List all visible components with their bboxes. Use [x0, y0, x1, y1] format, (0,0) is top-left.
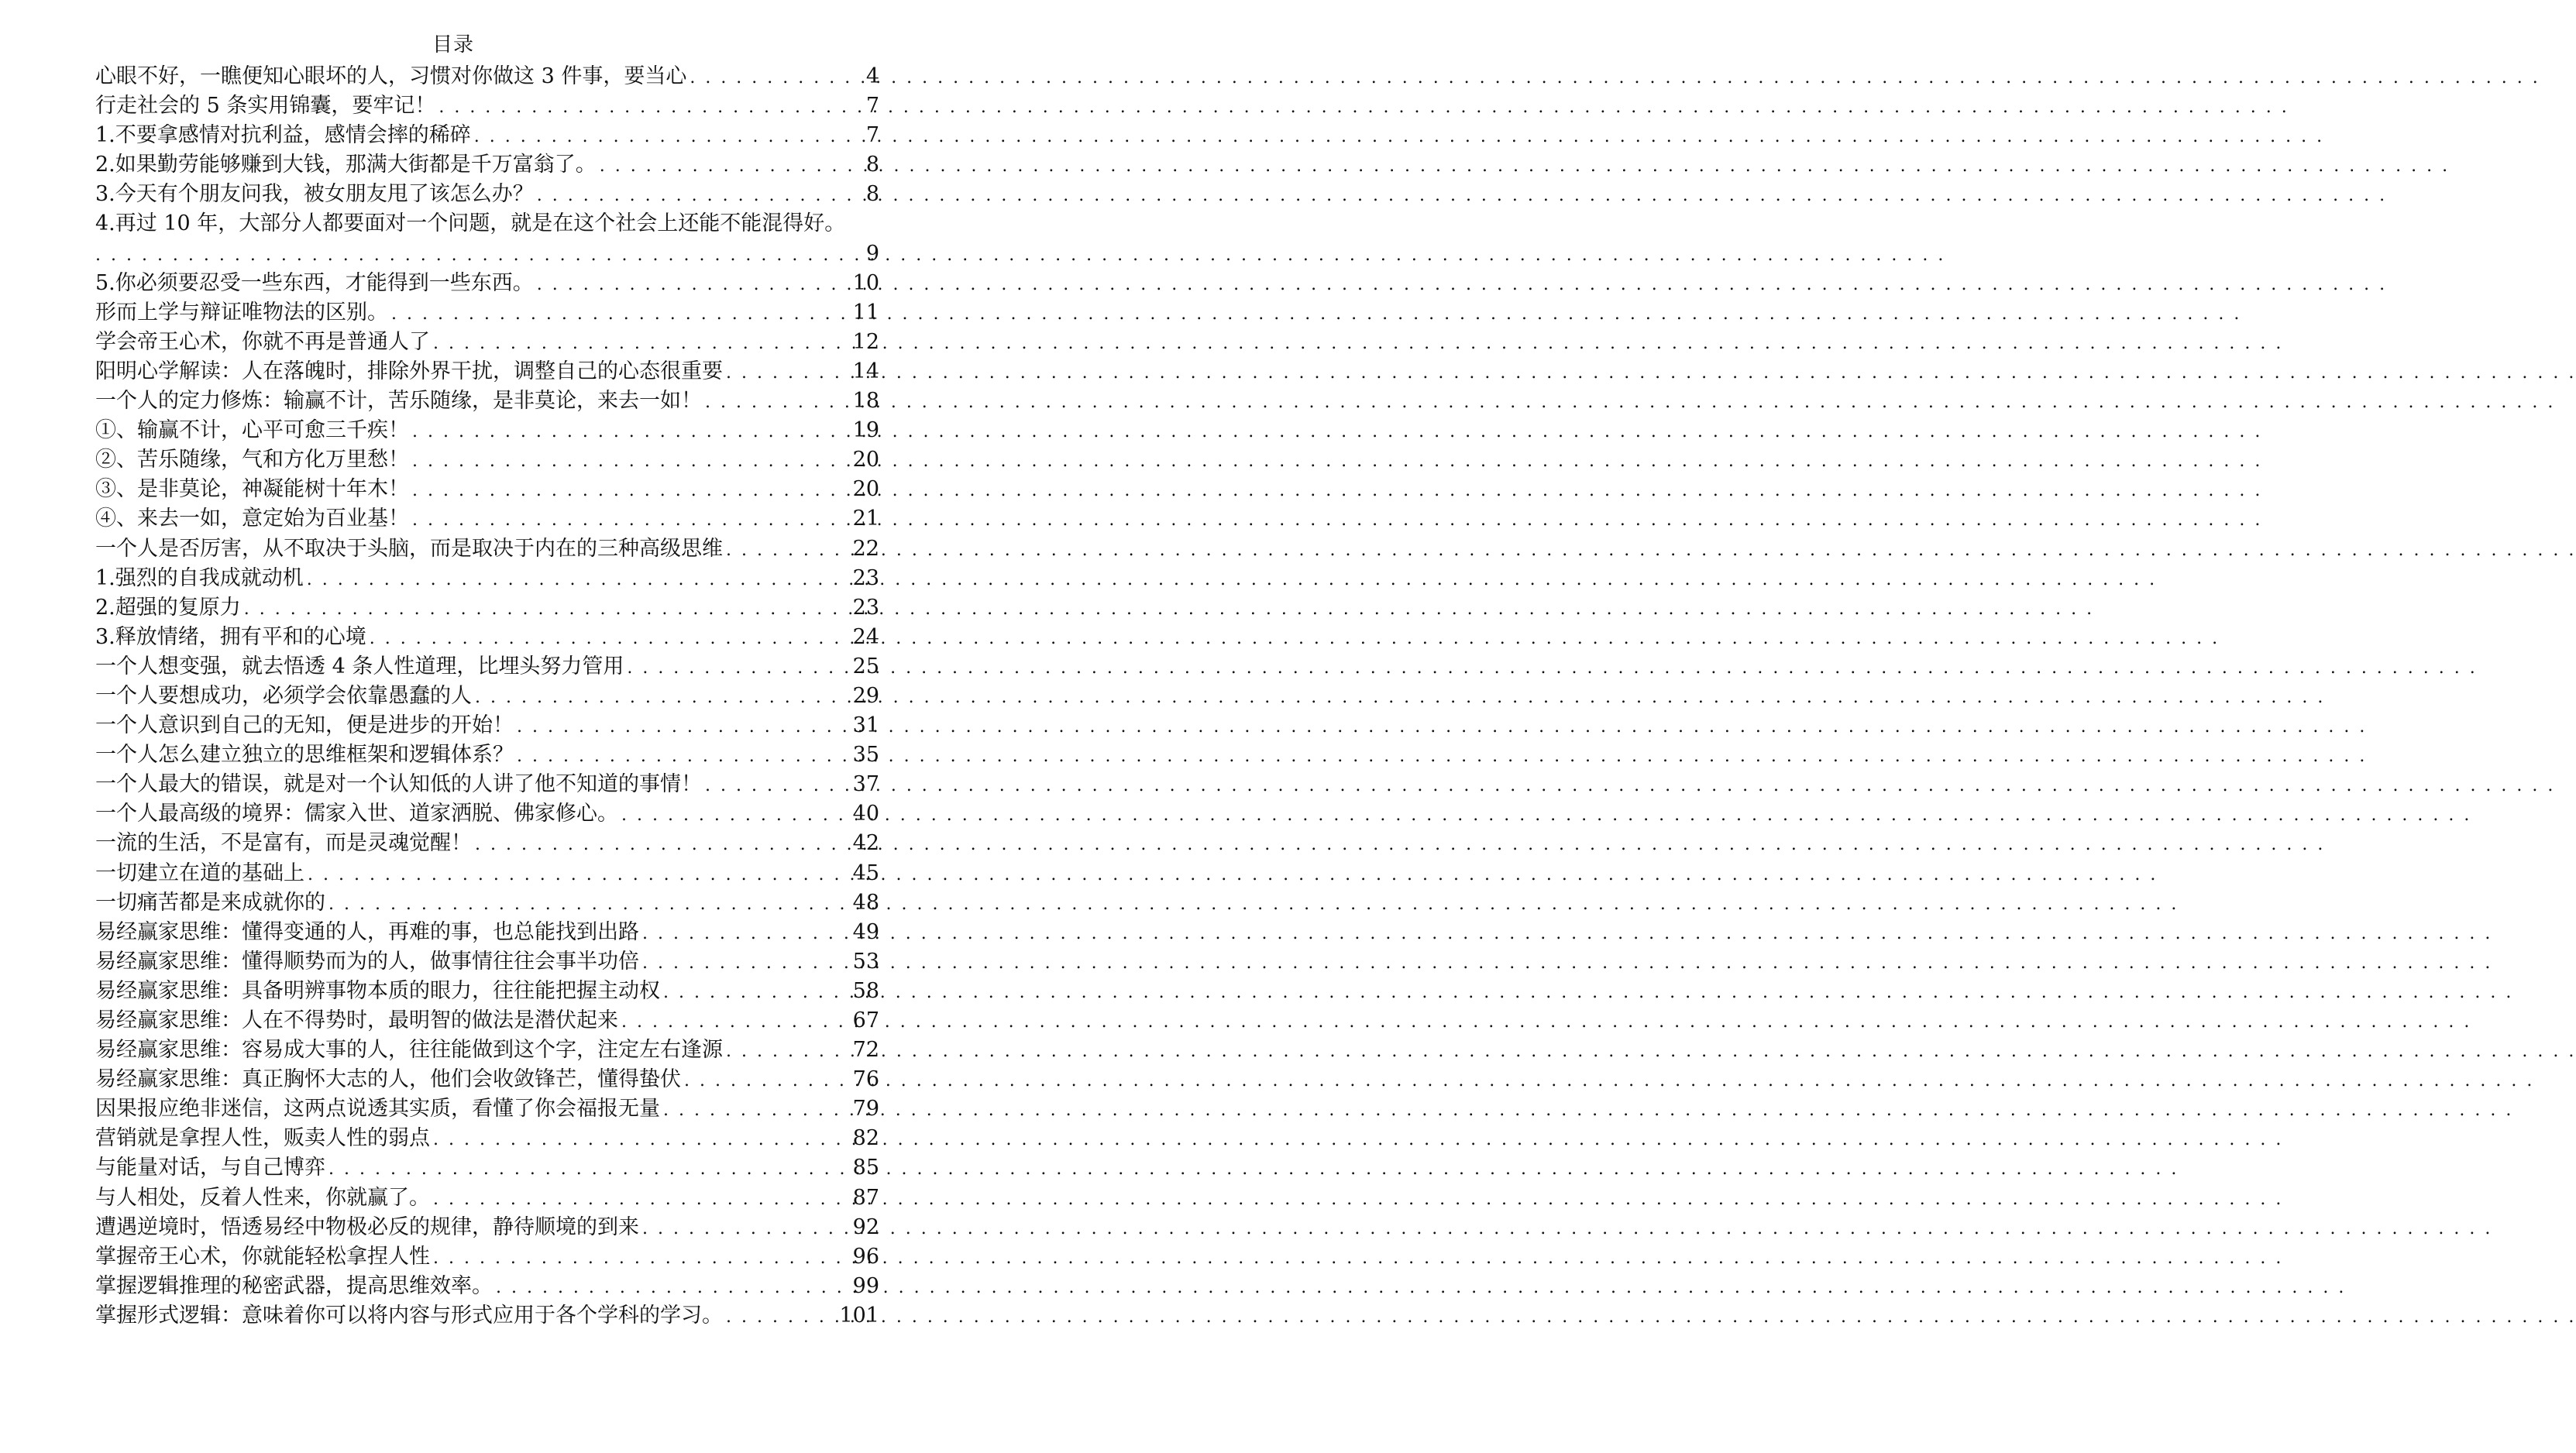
toc-entry[interactable]	[95, 445, 879, 475]
toc-entry[interactable]	[95, 1094, 879, 1124]
toc-entry-text: ③、是非莫论，神凝能树十年木！	[95, 477, 409, 502]
toc-leader-dots	[430, 1125, 853, 1155]
toc-leader-dots	[723, 1303, 839, 1332]
toc-leader-dots	[702, 388, 853, 417]
toc-page-number: 53	[852, 949, 879, 974]
toc-entry[interactable]	[95, 209, 879, 239]
toc-entry-text: 一切建立在道的基础上	[95, 860, 304, 885]
toc-entry-text: ①、输赢不计，心平可愈三千疾！	[95, 418, 409, 443]
toc-leader-dots	[624, 654, 852, 683]
toc-entry[interactable]	[95, 504, 879, 534]
toc-page-number: 7	[865, 94, 879, 119]
toc-entry-text: 2.超强的复原力	[95, 595, 241, 620]
toc-page-number: 10	[852, 270, 879, 295]
toc-entry-text: 4.再过 10 年，大部分人都要面对一个问题，就是在这个社会上还能不能混得好。	[95, 211, 846, 236]
toc-page-number: 85	[852, 1156, 879, 1180]
toc-entry[interactable]	[95, 711, 879, 740]
toc-entry-text: 易经赢家思维：懂得顺势而为的人，做事情往往会事半功倍	[95, 949, 639, 974]
toc-entry[interactable]	[95, 888, 879, 918]
toc-entry[interactable]	[95, 416, 879, 445]
toc-leader-dots	[430, 1244, 853, 1273]
toc-entry-text: 因果报应绝非迷信，这两点说透其实质，看懂了你会福报无量	[95, 1097, 660, 1122]
toc-entry[interactable]	[95, 386, 879, 416]
toc-entry-text: 易经赢家思维：具备明辨事物本质的眼力，往往能把握主动权	[95, 978, 660, 1003]
toc-page-number: 72	[852, 1038, 879, 1063]
toc-page-number: 49	[852, 919, 879, 944]
toc-entry[interactable]	[95, 799, 879, 829]
toc-entry-text: 与能量对话，与自己博弈	[95, 1156, 325, 1180]
toc-entry[interactable]	[95, 829, 879, 858]
toc-page-number: 21	[852, 507, 879, 531]
toc-list	[95, 62, 879, 1331]
toc-page-number: 40	[852, 802, 879, 826]
toc-entry-text: 一流的生活，不是富有，而是灵魂觉醒！	[95, 831, 472, 856]
toc-leader-dots	[472, 830, 853, 860]
toc-entry[interactable]	[95, 357, 879, 386]
toc-page-number: 24	[852, 624, 879, 649]
toc-entry-text: ②、苦乐随缘，气和方化万里愁！	[95, 448, 409, 472]
toc-page-number: 67	[852, 1008, 879, 1032]
toc-leader-dots	[618, 801, 853, 830]
toc-leader-dots	[534, 181, 866, 211]
toc-entry-text: 阳明心学解读：人在落魄时，排除外界干扰，调整自己的心态很重要	[95, 359, 723, 383]
toc-leader-dots	[681, 1067, 853, 1096]
toc-page-number: 12	[852, 329, 879, 354]
toc-entry-text: 心眼不好，一瞧便知心眼坏的人，习惯对你做这 3 件事，要当心	[95, 64, 687, 88]
toc-entry-text: 3.释放情绪，拥有平和的心境	[95, 624, 366, 649]
toc-page-number: 37	[852, 772, 879, 797]
toc-entry[interactable]	[95, 475, 879, 504]
toc-page-number: 58	[852, 978, 879, 1003]
toc-page-number: 87	[852, 1185, 879, 1210]
toc-entry-text: 5.你必须要忍受一些东西，才能得到一些东西。	[95, 270, 534, 295]
toc-page-number: 18	[852, 389, 879, 414]
toc-entry-text: 易经赢家思维：容易成大事的人，往往能做到这个字，注定左右逢源	[95, 1038, 723, 1063]
toc-leader-dots	[366, 624, 853, 654]
toc-entry[interactable]	[95, 977, 879, 1006]
toc-entry[interactable]	[95, 859, 879, 888]
toc-page-number: 48	[852, 890, 879, 915]
toc-leader-dots	[686, 64, 865, 93]
toc-entry-text: 行走社会的 5 条实用锦囊，要牢记！	[95, 94, 436, 119]
toc-leader-dots	[472, 683, 853, 713]
toc-entry[interactable]	[95, 1301, 879, 1331]
toc-leader-dots	[723, 536, 853, 565]
toc-page-number: 35	[852, 743, 879, 768]
toc-leader-dots	[514, 713, 853, 742]
toc-entry-text: 一切痛苦都是来成就你的	[95, 890, 325, 915]
toc-entry-text: 学会帝王心术，你就不再是普通人了	[95, 329, 430, 354]
toc-entry[interactable]	[95, 1213, 879, 1242]
toc-entry[interactable]	[95, 947, 879, 977]
toc-page-number: 8	[865, 153, 879, 177]
toc-entry[interactable]	[95, 918, 879, 947]
toc-entry-text: 一个人的定力修炼：输赢不计，苦乐随缘，是非莫论，来去一如！	[95, 389, 702, 414]
toc-leader-dots	[514, 742, 853, 771]
toc-entry[interactable]	[95, 593, 879, 623]
toc-leader-dots	[534, 270, 853, 300]
toc-leader-dots	[639, 919, 853, 949]
toc-leader-dots	[471, 122, 866, 152]
toc-entry-text: 一个人意识到自己的无知，便是进步的开始！	[95, 713, 514, 738]
toc-page-number: 45	[852, 860, 879, 885]
toc-entry[interactable]	[95, 770, 879, 799]
toc-page-number: 25	[852, 654, 879, 678]
toc-page-number: 20	[852, 448, 879, 472]
toc-entry-text: 遭遇逆境时，悟透易经中物极必反的规律，静待顺境的到来	[95, 1214, 639, 1239]
toc-leader-dots	[95, 241, 866, 270]
toc-entry[interactable]	[95, 150, 879, 180]
toc-entry-continuation[interactable]	[95, 239, 879, 269]
toc-page-number: 8	[865, 182, 879, 207]
toc-entry[interactable]	[95, 269, 879, 298]
toc-entry[interactable]	[95, 682, 879, 711]
toc-page-number: 20	[852, 477, 879, 502]
toc-title: 目录	[432, 33, 474, 57]
toc-entry-text: 易经赢家思维：人在不得势时，最明智的做法是潜伏起来	[95, 1008, 618, 1032]
toc-entry-text: 易经赢家思维：真正胸怀大志的人，他们会收敛锋芒，懂得蛰伏	[95, 1067, 681, 1092]
toc-page-number: 99	[852, 1273, 879, 1298]
toc-leader-dots	[723, 1037, 853, 1067]
toc-leader-dots	[618, 1008, 853, 1037]
toc-leader-dots	[304, 860, 853, 890]
toc-leader-dots	[409, 506, 853, 535]
toc-entry[interactable]	[95, 1242, 879, 1272]
toc-entry[interactable]	[95, 652, 879, 682]
toc-entry-text: 一个人怎么建立独立的思维框架和逻辑体系？	[95, 743, 514, 768]
toc-leader-dots	[430, 329, 853, 359]
toc-page-number: 92	[852, 1214, 879, 1239]
toc-entry-text: 一个人最大的错误，就是对一个认知低的人讲了他不知道的事情！	[95, 772, 702, 797]
toc-page-number: 9	[865, 241, 879, 266]
toc-leader-dots	[304, 565, 853, 595]
toc-entry-text: 与人相处，反着人性来，你就赢了。	[95, 1185, 430, 1210]
toc-leader-dots	[493, 1273, 853, 1303]
toc-entry[interactable]	[95, 1183, 879, 1213]
toc-entry[interactable]	[95, 564, 879, 593]
toc-leader-dots	[430, 1185, 853, 1214]
toc-entry-text: 掌握形式逻辑：意味着你可以将内容与形式应用于各个学科的学习。	[95, 1303, 723, 1328]
toc-entry[interactable]	[95, 1153, 879, 1183]
toc-entry[interactable]	[95, 1272, 879, 1301]
toc-page-number: 82	[852, 1126, 879, 1151]
toc-page-number: 19	[852, 418, 879, 443]
toc-entry[interactable]	[95, 1036, 879, 1065]
toc-page-number: 11	[852, 300, 879, 325]
toc-entry-text: 一个人是否厉害，从不取决于头脑，而是取决于内在的三种高级思维	[95, 536, 723, 561]
toc-entry[interactable]	[95, 298, 879, 328]
toc-leader-dots	[639, 949, 853, 978]
toc-leader-dots	[597, 152, 866, 181]
toc-entry[interactable]	[95, 328, 879, 357]
toc-entry-text: 营销就是拿捏人性，贩卖人性的弱点	[95, 1126, 430, 1151]
toc-page-number: 22	[852, 536, 879, 561]
toc-leader-dots	[325, 890, 853, 919]
toc-entry-text: 掌握逻辑推理的秘密武器，提高思维效率。	[95, 1273, 493, 1298]
toc-entry-text: 一个人想变强，就去悟透 4 条人性道理，比埋头努力管用	[95, 654, 624, 678]
toc-page-number: 96	[852, 1244, 879, 1269]
toc-entry-text: 2.如果勤劳能够赚到大钱，那满大街都是千万富翁了。	[95, 153, 597, 177]
toc-page-number: 14	[852, 359, 879, 383]
toc-page-number: 23	[852, 565, 879, 590]
toc-page-number: 76	[852, 1067, 879, 1092]
toc-entry[interactable]	[95, 623, 879, 652]
toc-entry[interactable]	[95, 91, 879, 121]
toc-page-number: 23	[852, 595, 879, 620]
toc-leader-dots	[660, 1096, 853, 1125]
toc-page	[0, 0, 906, 1453]
toc-page-number: 7	[865, 123, 879, 148]
toc-page-number: 29	[852, 683, 879, 708]
toc-leader-dots	[388, 300, 853, 329]
toc-leader-dots	[409, 476, 853, 506]
toc-leader-dots	[241, 595, 853, 624]
toc-entry-text: 一个人最高级的境界：儒家入世、道家洒脱、佛家修心。	[95, 802, 618, 826]
toc-entry-text: 1.不要拿感情对抗利益，感情会摔的稀碎	[95, 123, 471, 148]
toc-entry[interactable]	[95, 534, 879, 564]
toc-leader-dots	[435, 93, 865, 122]
toc-entry-text: 易经赢家思维：懂得变通的人，再难的事，也总能找到出路	[95, 919, 639, 944]
toc-leader-dots	[702, 771, 853, 801]
toc-entry-text: 1.强烈的自我成就动机	[95, 565, 304, 590]
toc-leader-dots	[723, 359, 853, 388]
toc-leader-dots	[409, 447, 853, 476]
toc-page-number: 79	[852, 1097, 879, 1122]
toc-leader-dots	[409, 417, 853, 447]
toc-entry[interactable]	[95, 1065, 879, 1094]
toc-leader-dots	[639, 1214, 853, 1244]
toc-page-number: 31	[852, 713, 879, 738]
toc-entry-text: ④、来去一如，意定始为百业基！	[95, 507, 409, 531]
toc-entry-text: 掌握帝王心术，你就能轻松拿捏人性	[95, 1244, 430, 1269]
toc-entry[interactable]	[95, 740, 879, 770]
toc-entry[interactable]	[95, 1124, 879, 1153]
toc-entry[interactable]	[95, 180, 879, 209]
toc-page-number: 4	[865, 64, 879, 88]
toc-page-number: 101	[839, 1303, 879, 1328]
toc-entry[interactable]	[95, 62, 879, 91]
toc-entry[interactable]	[95, 121, 879, 150]
toc-entry-text: 形而上学与辩证唯物法的区别。	[95, 300, 388, 325]
toc-leader-dots	[660, 978, 853, 1008]
toc-leader-dots	[325, 1155, 853, 1184]
toc-entry-text: 一个人要想成功，必须学会依靠愚蠢的人	[95, 683, 472, 708]
toc-entry[interactable]	[95, 1006, 879, 1036]
toc-page-number: 42	[852, 831, 879, 856]
toc-entry-text: 3.今天有个朋友问我，被女朋友甩了该怎么办？	[95, 182, 534, 207]
